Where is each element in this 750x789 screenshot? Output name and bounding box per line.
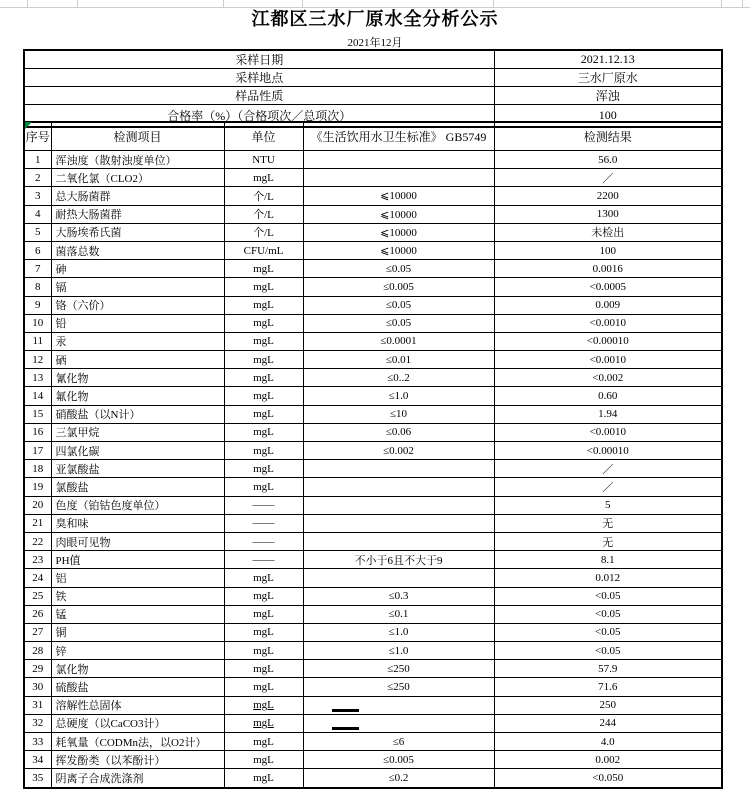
column-header-index[interactable]: 序号 <box>24 122 51 151</box>
standard-cell[interactable]: ≤1.0 <box>303 387 494 405</box>
result-cell[interactable]: 无 <box>494 514 722 532</box>
result-cell[interactable]: <0.050 <box>494 769 722 788</box>
standard-cell[interactable]: ≤250 <box>303 678 494 696</box>
row-number-cell[interactable]: 9 <box>24 296 51 314</box>
item-cell[interactable]: 四氯化碳 <box>51 442 224 460</box>
analysis-results-table <box>23 121 723 789</box>
table-row <box>24 223 722 241</box>
unit-cell[interactable]: mgL <box>224 423 303 441</box>
item-cell[interactable]: 汞 <box>51 332 224 350</box>
item-cell[interactable]: 锰 <box>51 605 224 623</box>
standard-cell[interactable] <box>303 478 494 496</box>
column-header-unit[interactable]: 单位 <box>224 122 303 151</box>
row-number-cell[interactable]: 7 <box>24 260 51 278</box>
sample-nature-value-cell[interactable]: 浑浊 <box>494 87 722 105</box>
item-cell[interactable]: 氯化物 <box>51 660 224 678</box>
item-cell[interactable]: 总大肠菌群 <box>51 187 224 205</box>
table-row <box>24 87 722 105</box>
row-number-cell[interactable]: 17 <box>24 442 51 460</box>
result-cell[interactable]: 0.012 <box>494 569 722 587</box>
result-cell[interactable]: 未检出 <box>494 223 722 241</box>
table-row <box>24 442 722 460</box>
unit-cell[interactable]: NTU <box>224 151 303 169</box>
table-row <box>24 351 722 369</box>
result-cell[interactable]: 4.0 <box>494 733 722 751</box>
item-cell[interactable]: 硫酸盐 <box>51 678 224 696</box>
result-cell[interactable]: 无 <box>494 532 722 550</box>
unit-cell[interactable]: mgL <box>224 660 303 678</box>
table-row <box>24 296 722 314</box>
row-number-cell[interactable]: 30 <box>24 678 51 696</box>
table-row <box>24 769 722 788</box>
result-cell[interactable]: <0.05 <box>494 587 722 605</box>
unit-cell[interactable]: mgL <box>224 278 303 296</box>
table-row <box>24 733 722 751</box>
result-cell[interactable]: 57.9 <box>494 660 722 678</box>
item-cell[interactable]: 菌落总数 <box>51 241 224 259</box>
row-number-cell[interactable]: 8 <box>24 278 51 296</box>
row-number-cell[interactable]: 34 <box>24 751 51 769</box>
standard-cell[interactable] <box>303 514 494 532</box>
result-cell[interactable]: 1.94 <box>494 405 722 423</box>
result-cell[interactable]: 100 <box>494 241 722 259</box>
item-cell[interactable]: 锌 <box>51 642 224 660</box>
result-cell[interactable]: <0.05 <box>494 605 722 623</box>
unit-cell[interactable]: —— <box>224 514 303 532</box>
table-row <box>24 605 722 623</box>
standard-cell[interactable]: ≤0..2 <box>303 369 494 387</box>
table-row <box>24 751 722 769</box>
result-cell[interactable]: <0.0010 <box>494 314 722 332</box>
item-cell[interactable]: 阴离子合成洗涤剂 <box>51 769 224 788</box>
table-header-row <box>24 122 722 151</box>
pass-rate-value-cell[interactable]: 100 <box>494 105 722 128</box>
column-header-standard[interactable]: 《生活饮用水卫生标准》 GB5749 <box>303 122 494 151</box>
item-cell[interactable]: 大肠埃希氏菌 <box>51 223 224 241</box>
sample-info-table <box>23 49 723 128</box>
item-cell[interactable]: PH值 <box>51 551 224 569</box>
table-row <box>24 387 722 405</box>
item-cell[interactable]: 砷 <box>51 260 224 278</box>
row-number-cell[interactable]: 12 <box>24 351 51 369</box>
result-cell[interactable]: 0.002 <box>494 751 722 769</box>
pass-rate-label-cell[interactable]: 合格率（%）（合格项次／总项次） <box>24 105 494 128</box>
table-row <box>24 660 722 678</box>
column-header-result[interactable]: 检测结果 <box>494 122 722 151</box>
result-cell[interactable]: <0.0010 <box>494 351 722 369</box>
item-cell[interactable]: 铁 <box>51 587 224 605</box>
table-row <box>24 623 722 641</box>
table-row <box>24 241 722 259</box>
table-row <box>24 514 722 532</box>
item-cell[interactable]: 氟化物 <box>51 387 224 405</box>
table-row <box>24 642 722 660</box>
table-row <box>24 678 722 696</box>
row-number-cell[interactable]: 28 <box>24 642 51 660</box>
result-cell[interactable]: 71.6 <box>494 678 722 696</box>
item-cell[interactable]: 总硬度（以CaCO3计） <box>51 714 224 732</box>
row-number-cell[interactable]: 6 <box>24 241 51 259</box>
result-cell[interactable]: 5 <box>494 496 722 514</box>
table-row <box>24 169 722 187</box>
result-cell[interactable]: <0.00010 <box>494 442 722 460</box>
unit-cell[interactable]: CFU/mL <box>224 241 303 259</box>
result-cell[interactable]: 8.1 <box>494 551 722 569</box>
result-cell[interactable]: 0.0016 <box>494 260 722 278</box>
item-cell[interactable]: 氰化物 <box>51 369 224 387</box>
row-number-cell[interactable]: 23 <box>24 551 51 569</box>
row-number-cell[interactable]: 18 <box>24 460 51 478</box>
standard-cell[interactable]: ⩽10000 <box>303 187 494 205</box>
row-number-cell[interactable]: 25 <box>24 587 51 605</box>
item-cell[interactable]: 耗氧量（CODMn法，以O2计） <box>51 733 224 751</box>
item-cell[interactable]: 肉眼可见物 <box>51 532 224 550</box>
standard-cell[interactable]: ≤0.1 <box>303 605 494 623</box>
row-number-cell[interactable]: 21 <box>24 514 51 532</box>
standard-cell[interactable]: ≤0.05 <box>303 296 494 314</box>
page-title: 江都区三水厂原水全分析公示 <box>251 9 499 29</box>
result-cell[interactable]: 0.009 <box>494 296 722 314</box>
table-row <box>24 696 722 714</box>
item-cell[interactable]: 铝 <box>51 569 224 587</box>
standard-cell[interactable]: ≤0.005 <box>303 278 494 296</box>
standard-cell[interactable] <box>303 714 494 732</box>
unit-cell[interactable]: mgL <box>224 442 303 460</box>
result-cell[interactable]: ／ <box>494 478 722 496</box>
table-row <box>24 460 722 478</box>
unit-cell[interactable]: —— <box>224 496 303 514</box>
result-cell[interactable]: 56.0 <box>494 151 722 169</box>
standard-cell[interactable]: ≤0.005 <box>303 751 494 769</box>
column-header-item[interactable]: 检测项目 <box>51 122 224 151</box>
standard-cell[interactable]: ≤0.01 <box>303 351 494 369</box>
row-number-cell[interactable]: 1 <box>24 151 51 169</box>
unit-cell[interactable]: mgL <box>224 733 303 751</box>
unit-cell[interactable]: mgL <box>224 169 303 187</box>
item-cell[interactable]: 亚氯酸盐 <box>51 460 224 478</box>
unit-cell[interactable]: —— <box>224 532 303 550</box>
result-cell[interactable]: 1300 <box>494 205 722 223</box>
result-cell[interactable]: 250 <box>494 696 722 714</box>
unit-cell[interactable]: mgL <box>224 296 303 314</box>
unit-cell[interactable]: mgL <box>224 714 303 732</box>
unit-cell[interactable]: mgL <box>224 260 303 278</box>
row-number-cell[interactable]: 29 <box>24 660 51 678</box>
row-number-cell[interactable]: 2 <box>24 169 51 187</box>
standard-cell[interactable]: ≤6 <box>303 733 494 751</box>
table-row <box>24 151 722 169</box>
row-number-cell[interactable]: 20 <box>24 496 51 514</box>
standard-cell[interactable]: ≤1.0 <box>303 642 494 660</box>
table-row <box>24 714 722 732</box>
unit-cell[interactable]: mgL <box>224 351 303 369</box>
row-number-cell[interactable]: 31 <box>24 696 51 714</box>
standard-cell[interactable] <box>303 151 494 169</box>
unit-cell[interactable]: mgL <box>224 569 303 587</box>
sampling-date-value-cell[interactable]: 2021.12.13 <box>494 50 722 69</box>
result-cell[interactable]: ／ <box>494 460 722 478</box>
item-cell[interactable]: 硒 <box>51 351 224 369</box>
row-number-cell[interactable]: 35 <box>24 769 51 788</box>
sample-nature-label-cell[interactable]: 样品性质 <box>24 87 494 105</box>
item-cell[interactable]: 臭和味 <box>51 514 224 532</box>
row-number-cell[interactable]: 32 <box>24 714 51 732</box>
unit-cell[interactable]: mgL <box>224 478 303 496</box>
table-row <box>24 50 722 69</box>
result-cell[interactable]: 244 <box>494 714 722 732</box>
standard-cell[interactable]: ≤0.05 <box>303 260 494 278</box>
standard-cell[interactable] <box>303 532 494 550</box>
row-number-cell[interactable]: 26 <box>24 605 51 623</box>
standard-cell[interactable]: ≤0.06 <box>303 423 494 441</box>
standard-cell[interactable]: ≤10 <box>303 405 494 423</box>
unit-cell[interactable]: mgL <box>224 642 303 660</box>
unit-cell[interactable]: 个/L <box>224 223 303 241</box>
result-cell[interactable]: 0.60 <box>494 387 722 405</box>
table-row <box>24 496 722 514</box>
row-number-cell[interactable]: 16 <box>24 423 51 441</box>
item-cell[interactable]: 三氯甲烷 <box>51 423 224 441</box>
item-cell[interactable]: 铬（六价） <box>51 296 224 314</box>
sampling-date-label-cell[interactable]: 采样日期 <box>24 50 494 69</box>
unit-cell[interactable]: mgL <box>224 387 303 405</box>
table-row <box>24 332 722 350</box>
unit-cell[interactable]: 个/L <box>224 205 303 223</box>
item-cell[interactable]: 耐热大肠菌群 <box>51 205 224 223</box>
table-row <box>24 187 722 205</box>
result-cell[interactable]: ／ <box>494 169 722 187</box>
standard-cell[interactable]: ≤0.3 <box>303 587 494 605</box>
table-row <box>24 278 722 296</box>
item-cell[interactable]: 浑浊度（散射浊度单位） <box>51 151 224 169</box>
unit-cell[interactable]: mgL <box>224 696 303 714</box>
unit-cell[interactable]: mgL <box>224 405 303 423</box>
row-number-cell[interactable]: 5 <box>24 223 51 241</box>
unit-cell[interactable]: —— <box>224 551 303 569</box>
unit-cell[interactable]: mgL <box>224 623 303 641</box>
unit-cell[interactable]: mgL <box>224 332 303 350</box>
table-row <box>24 260 722 278</box>
item-cell[interactable]: 溶解性总固体 <box>51 696 224 714</box>
row-number-cell[interactable]: 27 <box>24 623 51 641</box>
standard-cell[interactable]: ⩽10000 <box>303 241 494 259</box>
item-cell[interactable]: 铜 <box>51 623 224 641</box>
table-row <box>24 405 722 423</box>
result-cell[interactable]: <0.00010 <box>494 332 722 350</box>
row-number-cell[interactable]: 13 <box>24 369 51 387</box>
item-cell[interactable]: 氯酸盐 <box>51 478 224 496</box>
row-number-cell[interactable]: 11 <box>24 332 51 350</box>
result-cell[interactable]: <0.002 <box>494 369 722 387</box>
unit-cell[interactable]: mgL <box>224 587 303 605</box>
row-number-cell[interactable]: 33 <box>24 733 51 751</box>
standard-cell[interactable]: ≤0.05 <box>303 314 494 332</box>
table-row <box>24 314 722 332</box>
unit-cell[interactable]: mgL <box>224 605 303 623</box>
table-row <box>24 551 722 569</box>
item-cell[interactable]: 二氧化氯（CLO2） <box>51 169 224 187</box>
row-number-cell[interactable]: 15 <box>24 405 51 423</box>
result-cell[interactable]: <0.05 <box>494 623 722 641</box>
result-cell[interactable]: 2200 <box>494 187 722 205</box>
row-number-cell[interactable]: 4 <box>24 205 51 223</box>
table-row <box>24 423 722 441</box>
item-cell[interactable]: 镉 <box>51 278 224 296</box>
table-row <box>24 69 722 87</box>
result-cell[interactable]: <0.0005 <box>494 278 722 296</box>
item-cell[interactable]: 铅 <box>51 314 224 332</box>
unit-cell[interactable]: mgL <box>224 460 303 478</box>
table-row <box>24 532 722 550</box>
row-number-cell[interactable]: 14 <box>24 387 51 405</box>
report-month-subtitle: 2021年12月 <box>347 37 403 49</box>
unit-cell[interactable]: mgL <box>224 369 303 387</box>
standard-cell[interactable]: ≤0.0001 <box>303 332 494 350</box>
row-number-cell[interactable]: 19 <box>24 478 51 496</box>
result-cell[interactable]: <0.0010 <box>494 423 722 441</box>
standard-cell[interactable] <box>303 460 494 478</box>
item-cell[interactable]: 挥发酚类（以苯酚计） <box>51 751 224 769</box>
table-row <box>24 587 722 605</box>
standard-cell[interactable]: ⩽10000 <box>303 223 494 241</box>
standard-cell[interactable]: ≤1.0 <box>303 623 494 641</box>
cell-error-triangle-icon <box>25 122 32 129</box>
standard-cell[interactable] <box>303 496 494 514</box>
row-number-cell[interactable]: 3 <box>24 187 51 205</box>
standard-cell[interactable]: ≤250 <box>303 660 494 678</box>
row-number-cell[interactable]: 10 <box>24 314 51 332</box>
item-cell[interactable]: 硝酸盐（以N计） <box>51 405 224 423</box>
row-number-cell[interactable]: 22 <box>24 532 51 550</box>
result-cell[interactable]: <0.05 <box>494 642 722 660</box>
table-row <box>24 569 722 587</box>
unit-cell[interactable]: 个/L <box>224 187 303 205</box>
table-row <box>24 478 722 496</box>
standard-cell[interactable]: ≤0.002 <box>303 442 494 460</box>
standard-cell[interactable] <box>303 569 494 587</box>
table-row <box>24 205 722 223</box>
sampling-location-value-cell[interactable]: 三水厂原水 <box>494 69 722 87</box>
sampling-location-label-cell[interactable]: 采样地点 <box>24 69 494 87</box>
row-number-cell[interactable]: 24 <box>24 569 51 587</box>
unit-cell[interactable]: mgL <box>224 678 303 696</box>
unit-cell[interactable]: mgL <box>224 769 303 788</box>
standard-cell[interactable]: ≤0.2 <box>303 769 494 788</box>
table-row <box>24 369 722 387</box>
standard-cell[interactable] <box>303 696 494 714</box>
item-cell[interactable]: 色度（铂钴色度单位） <box>51 496 224 514</box>
unit-cell[interactable]: mgL <box>224 314 303 332</box>
standard-cell[interactable]: ⩽10000 <box>303 205 494 223</box>
standard-cell[interactable]: 不小于6且不大于9 <box>303 551 494 569</box>
standard-cell[interactable] <box>303 169 494 187</box>
unit-cell[interactable]: mgL <box>224 751 303 769</box>
